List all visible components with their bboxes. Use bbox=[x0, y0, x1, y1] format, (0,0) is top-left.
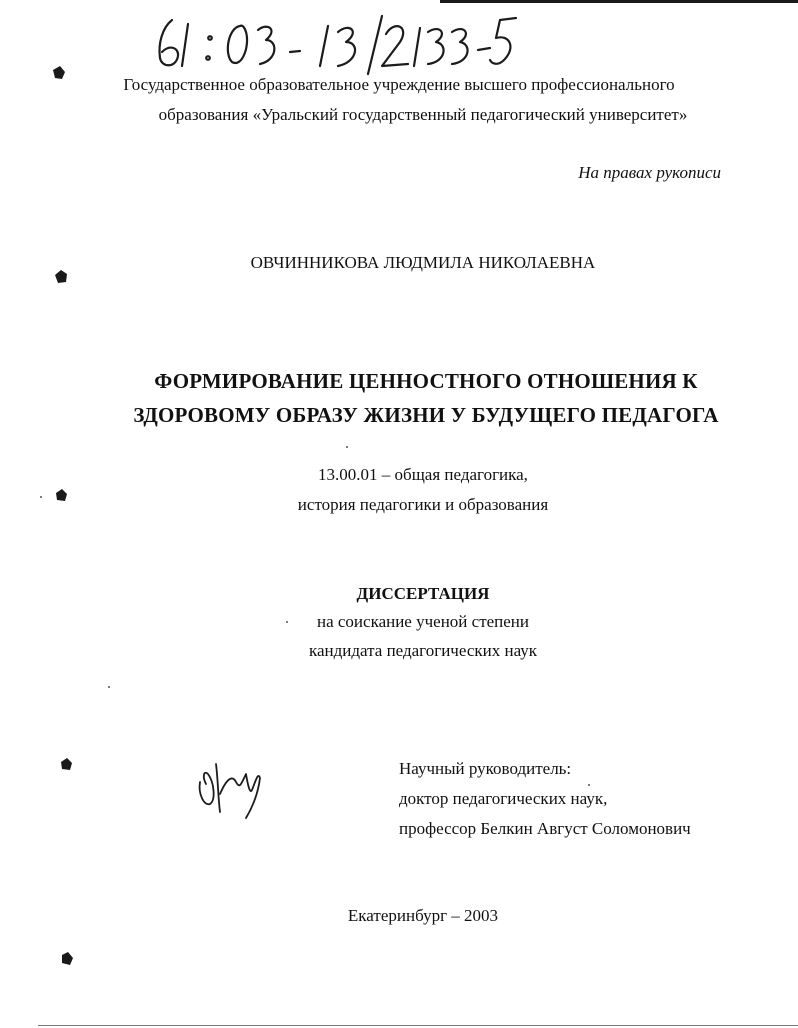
thesis-title-line-2: ЗДОРОВОМУ ОБРАЗУ ЖИЗНИ У БУДУЩЕГО ПЕДАГОГА bbox=[133, 403, 719, 427]
author-name: ОВЧИННИКОВА ЛЮДМИЛА НИКОЛАЕВНА bbox=[250, 253, 596, 272]
supervisor-degree: доктор педагогических наук, bbox=[399, 789, 608, 808]
handwritten-signature bbox=[196, 760, 266, 820]
supervisor-label: Научный руководитель: bbox=[399, 759, 572, 778]
institution-line-1: Государственное образовательное учреждение высшего профессионального bbox=[123, 75, 675, 94]
handwritten-archive-code bbox=[150, 8, 520, 78]
punch-hole-mark bbox=[58, 950, 76, 968]
manuscript-note: На правах рукописи bbox=[578, 163, 721, 182]
punch-hole-mark bbox=[58, 756, 76, 774]
scan-speck bbox=[588, 784, 590, 786]
scan-speck bbox=[108, 686, 110, 688]
work-type-heading: ДИССЕРТАЦИЯ bbox=[356, 584, 490, 603]
place-and-year: Екатеринбург – 2003 bbox=[347, 906, 499, 925]
top-edge-rule bbox=[440, 0, 798, 3]
bottom-edge-rule bbox=[38, 1025, 798, 1026]
supervisor-name: профессор Белкин Август Соломонович bbox=[399, 819, 691, 838]
archive-code-text bbox=[0, 0, 1, 1]
specialty-code: 13.00.01 – общая педагогика, bbox=[318, 465, 528, 484]
specialty-name: история педагогики и образования bbox=[297, 495, 549, 514]
scan-speck bbox=[346, 446, 348, 448]
degree-line-2: кандидата педагогических наук bbox=[308, 641, 538, 660]
thesis-title-line-1: ФОРМИРОВАНИЕ ЦЕННОСТНОГО ОТНОШЕНИЯ К bbox=[154, 369, 698, 393]
degree-line-1: на соискание ученой степени bbox=[316, 612, 530, 631]
institution-line-2: образования «Уральский государственный педагогический университет» bbox=[158, 105, 688, 124]
